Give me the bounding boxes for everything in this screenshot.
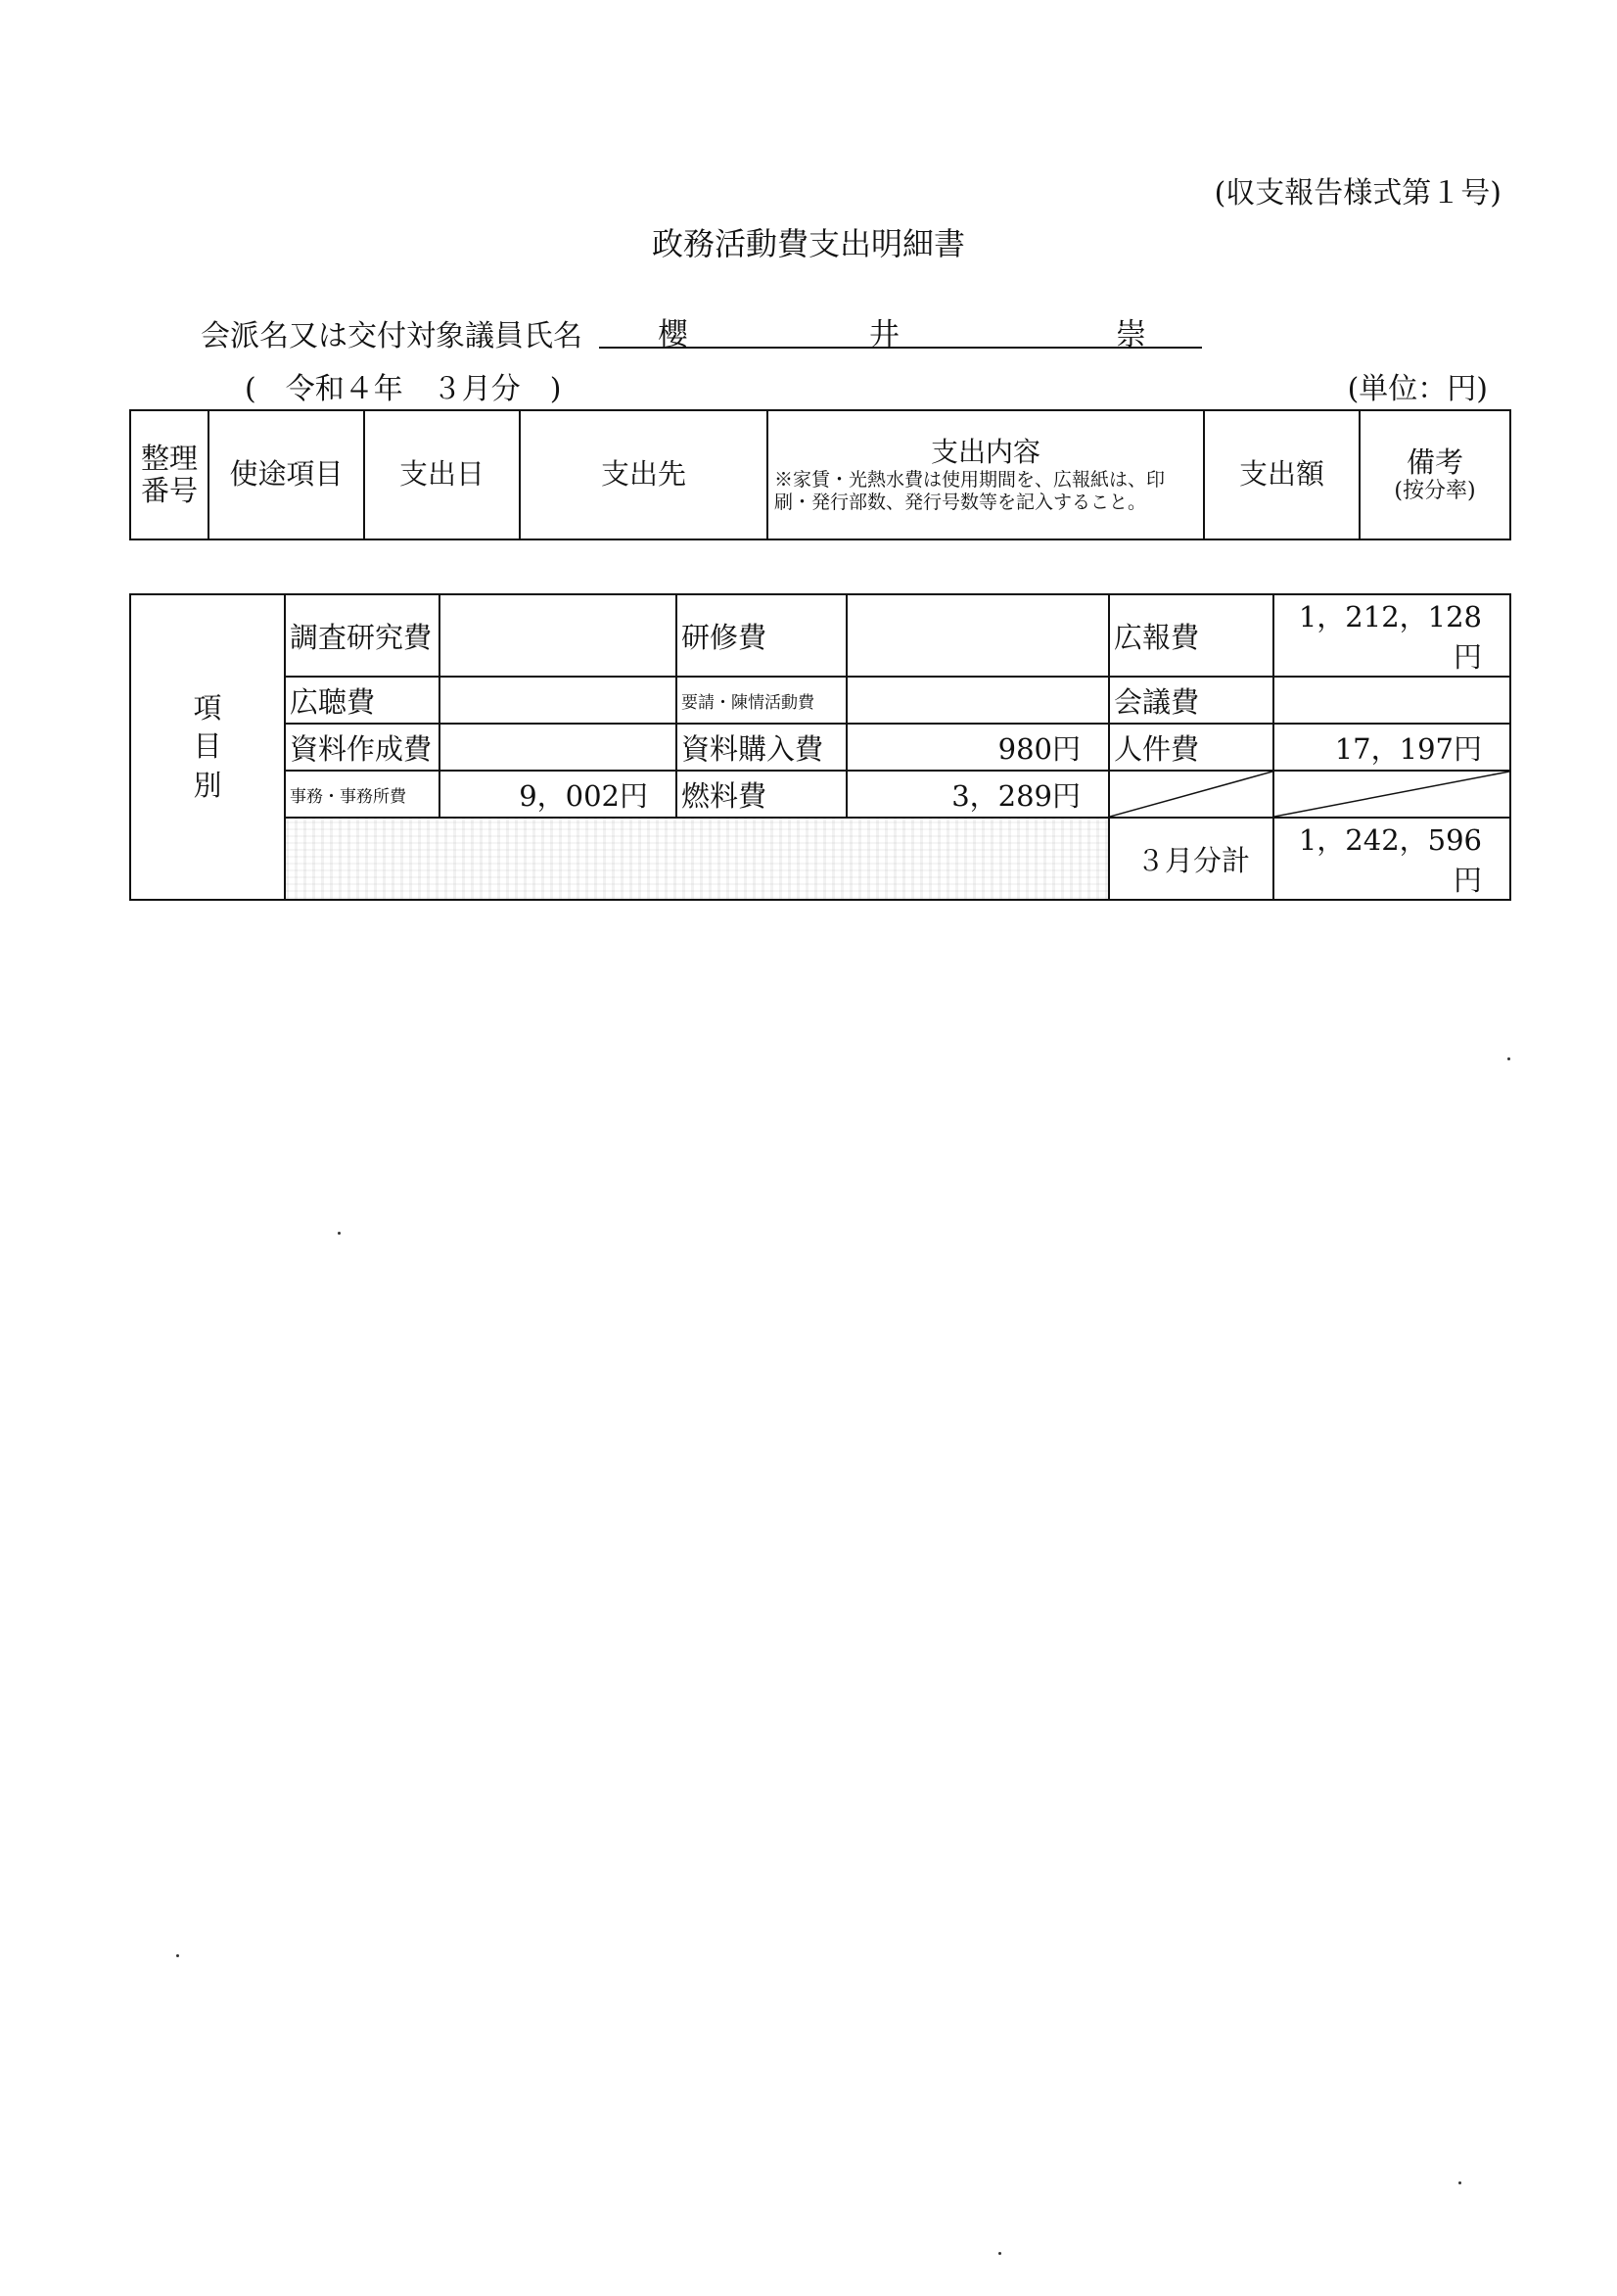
value-shiryo-konyu: 980円 [847,724,1109,771]
label-kaigi: 会議費 [1109,677,1273,724]
col-shito: 使途項目 [208,410,364,539]
scan-speck [338,1232,341,1235]
name-label: 会派名又は交付対象議員氏名 [201,319,582,353]
value-kocho [439,677,676,724]
scan-speck [1507,1057,1510,1060]
col-biko-sub: (按分率) [1394,479,1476,504]
col-bango: 番号 [140,474,198,507]
value-yosei [847,677,1109,724]
col-shishutsusaki: 支出先 [520,410,767,539]
value-shiryo-sakusei [439,724,676,771]
scan-speck [176,1954,179,1957]
category-summary-table [129,593,1511,901]
label-shiryo-konyu: 資料購入費 [676,724,847,771]
value-chosa [439,594,676,677]
label-shiryo-sakusei: 資料作成費 [285,724,439,771]
col-naiyo [767,410,1204,539]
total-label: ３月分計 [1109,818,1273,900]
form-number: (収支報告様式第１号) [1214,176,1502,211]
page-title: 政務活動費支出明細書 [651,225,965,262]
col-naiyo-note: ※家賃・光熱水費は使用期間を、広報紙は、印刷・発行部数、発行号数等を記入すること。 [774,469,1166,513]
scan-speck [998,2252,1001,2255]
total-value: 1，242，596円 [1273,818,1510,900]
label-nenryo: 燃料費 [676,771,847,818]
scan-speck [1458,2181,1461,2184]
col-gaku: 支出額 [1204,410,1360,539]
col-shishutsubi: 支出日 [364,410,520,539]
col-seiri-bango [130,410,208,539]
label-kenshu: 研修費 [676,594,847,677]
col-biko [1360,410,1510,539]
unit-label: (単位：円) [1347,372,1488,406]
side-label [130,594,285,900]
col-seiri: 整理 [140,441,198,475]
side-char-1: 項 [193,691,222,726]
detail-header-table [129,409,1511,540]
label-koho: 広報費 [1109,594,1273,677]
empty-diagonal-cell-2 [1273,771,1510,818]
name-char-1: 櫻 [658,317,688,352]
value-nenryo: 3，289円 [847,771,1109,818]
col-biko-title: 備考 [1406,445,1463,479]
name-char-2: 井 [869,317,900,352]
label-kocho: 広聴費 [285,677,439,724]
side-char-3: 別 [193,768,222,802]
value-jimu: 9，002円 [439,771,676,818]
empty-diagonal-cell-1 [1109,771,1273,818]
label-chosa: 調査研究費 [285,594,439,677]
value-kaigi [1273,677,1510,724]
col-naiyo-title: 支出内容 [930,436,1040,469]
label-yosei: 要請・陳情活動費 [676,677,847,724]
name-char-3: 崇 [1116,317,1146,352]
side-char-2: 目 [193,729,222,764]
period: ( 令和４年 ３月分 ) [245,372,562,406]
label-jinken: 人件費 [1109,724,1273,771]
value-jinken: 17，197円 [1273,724,1510,771]
value-koho: 1，212，128円 [1273,594,1510,677]
redacted-area [285,818,1109,900]
name-underline [599,347,1202,349]
label-jimu: 事務・事務所費 [285,771,439,818]
value-kenshu [847,594,1109,677]
